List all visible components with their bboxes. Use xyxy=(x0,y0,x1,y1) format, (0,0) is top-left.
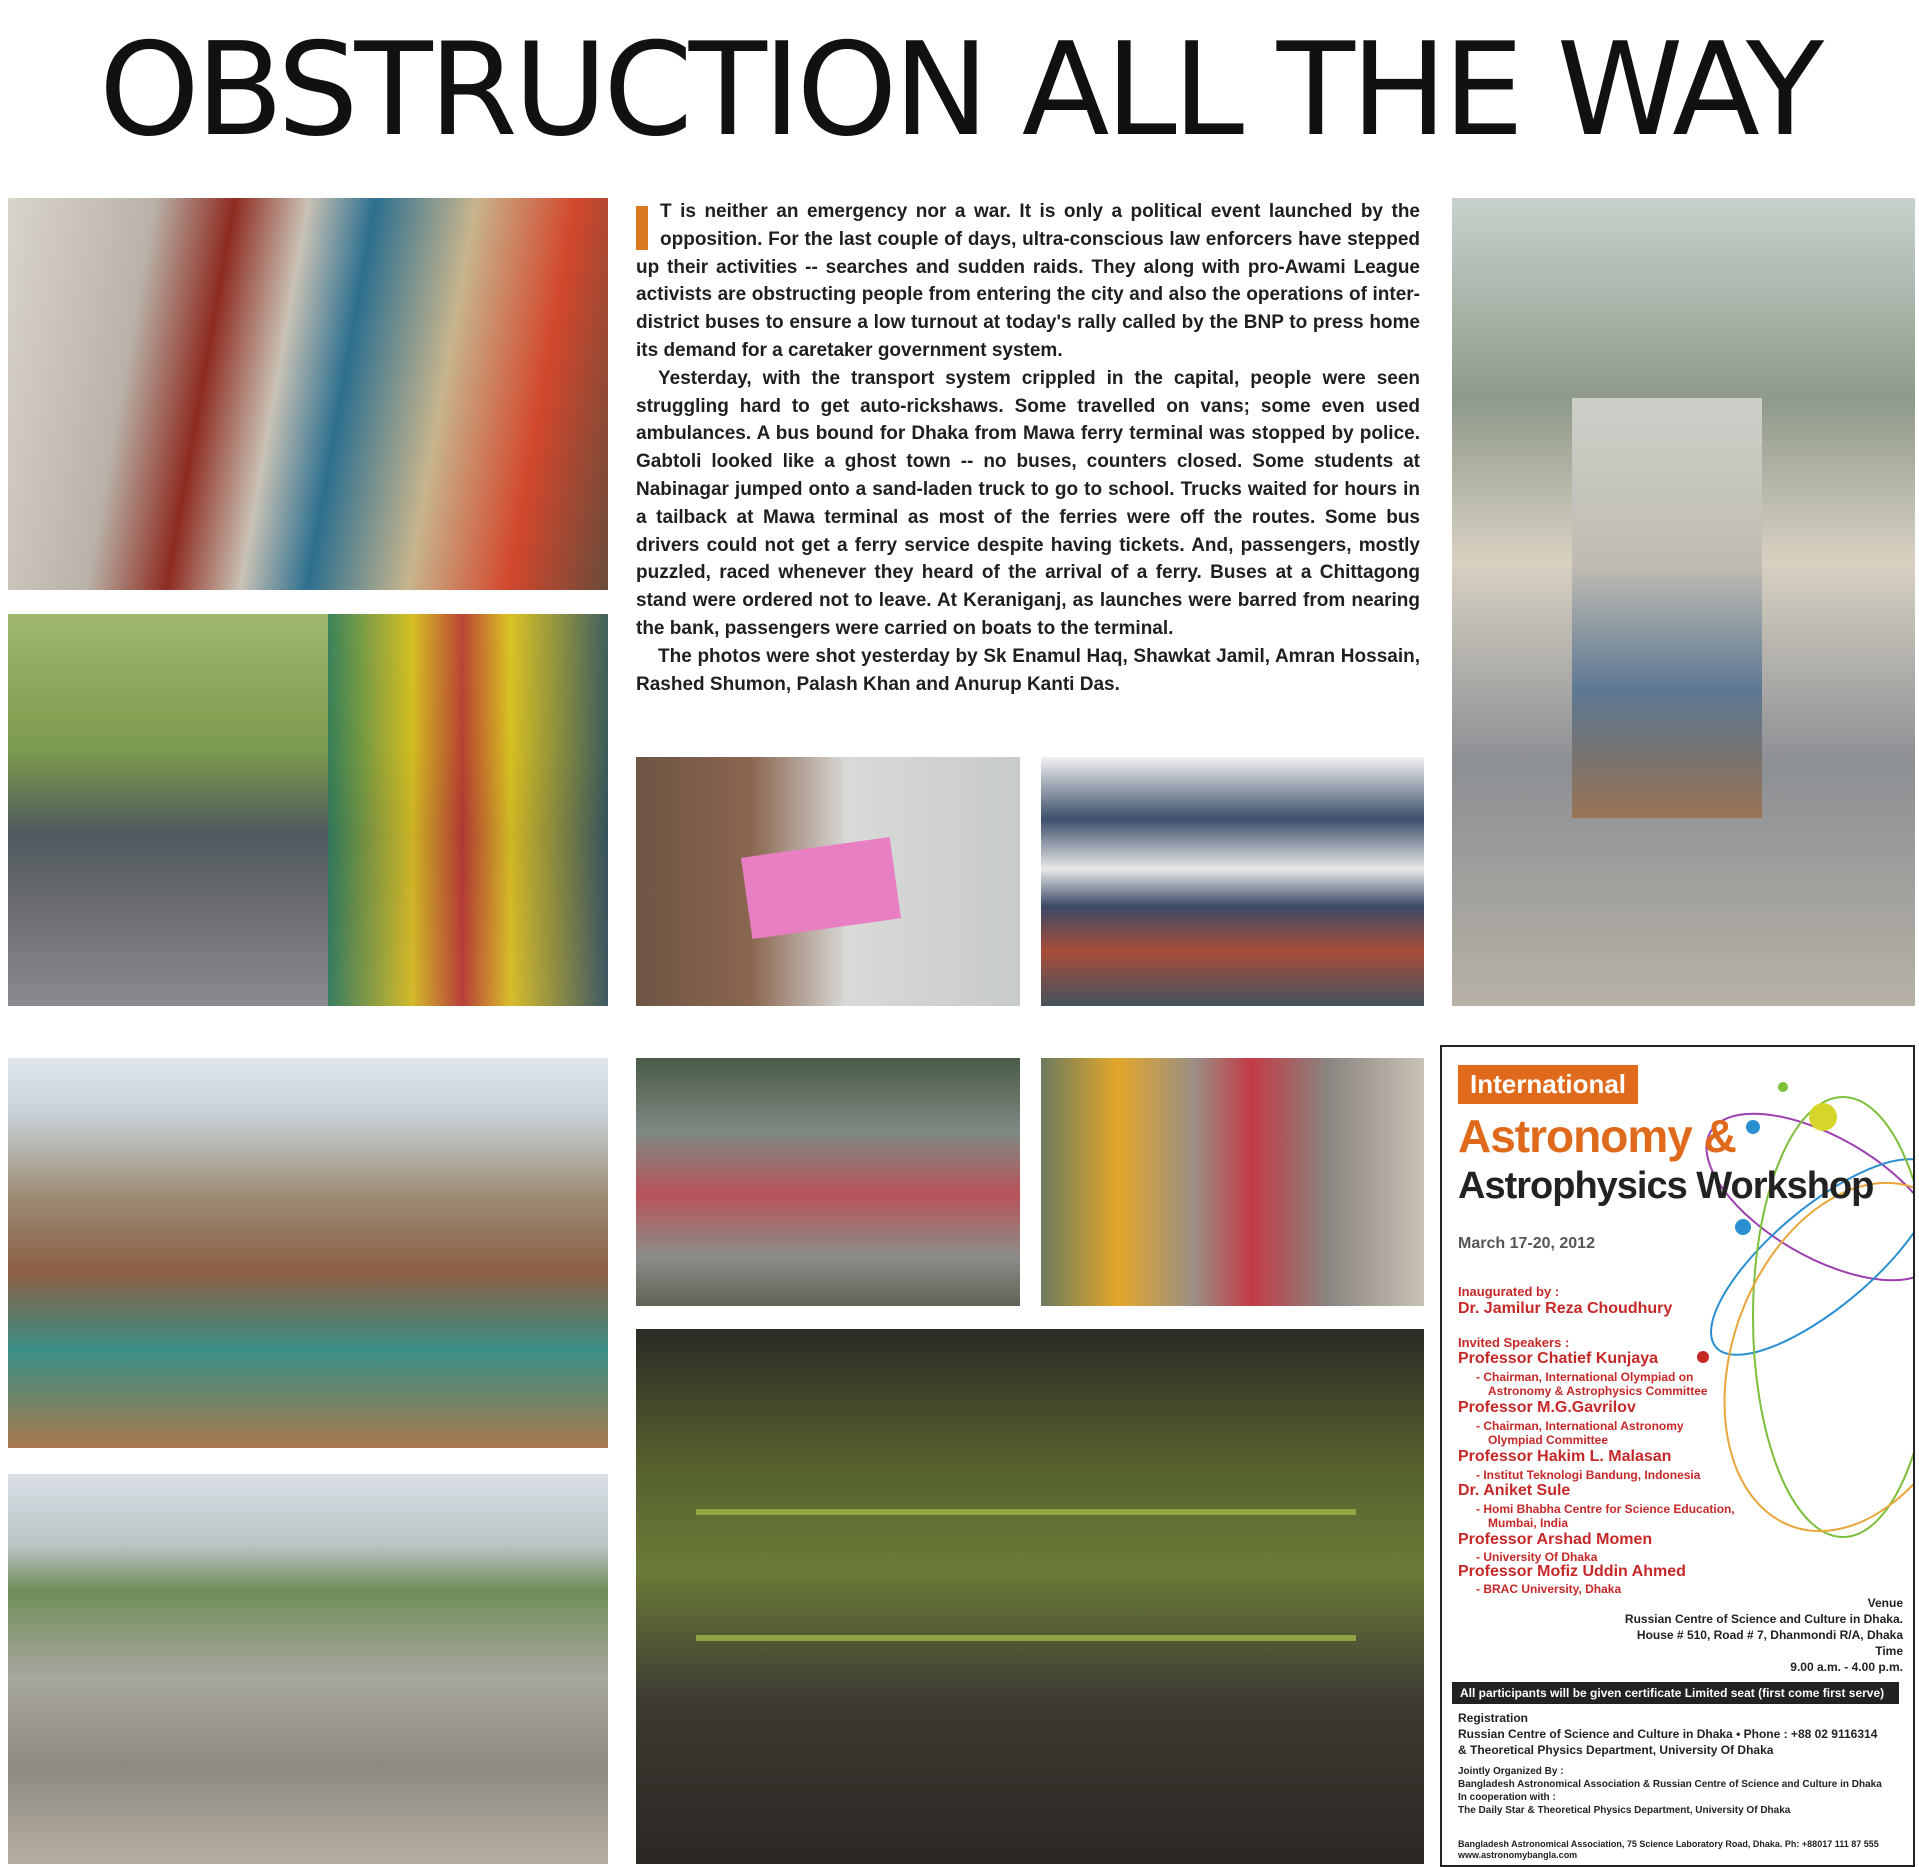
photo-rally-stage-night xyxy=(636,1329,1424,1864)
ad-inaugurated-label: Inaugurated by : xyxy=(1458,1284,1560,1299)
ad-coop-text: The Daily Star & Theoretical Physics Department, University Of Dhaka xyxy=(1458,1805,1791,1816)
photo-passengers-running xyxy=(1041,1058,1424,1306)
speaker-affiliation: - University Of Dhaka xyxy=(1476,1550,1598,1564)
dropcap-bar xyxy=(636,206,648,250)
ad-registration-line: Russian Centre of Science and Culture in Dhaka • Phone : +88 02 9116314 xyxy=(1458,1727,1878,1741)
speaker-name: Professor Chatief Kunjaya xyxy=(1458,1350,1659,1367)
workshop-advertisement xyxy=(1440,1045,1915,1867)
speaker-affiliation: Olympiad Committee xyxy=(1488,1433,1609,1447)
article-paragraph: The photos were shot yesterday by Sk Enamul Haq, Shawkat Jamil, Amran Hossain, Rashed Shumon, Palash Khan and Anurup Kanti Das. xyxy=(636,645,1420,695)
ad-certificate-bar: All participants will be given certificate Limited seat (first come first serve) xyxy=(1452,1682,1899,1704)
ad-inaugurated-name: Dr. Jamilur Reza Choudhury xyxy=(1458,1300,1673,1317)
speaker-name: Professor Mofiz Uddin Ahmed xyxy=(1458,1563,1686,1580)
speaker-affiliation: - Chairman, International Olympiad on xyxy=(1476,1370,1694,1384)
photo-launch-passengers xyxy=(1041,757,1424,1006)
article-body xyxy=(636,198,1420,698)
ad-jointly-text: Bangladesh Astronomical Association & Russian Centre of Science and Culture in Dhaka xyxy=(1458,1779,1882,1790)
speaker-affiliation: - Chairman, International Astronomy xyxy=(1476,1419,1684,1433)
ad-coop-label: In cooperation with : xyxy=(1458,1792,1556,1803)
speaker-affiliation: - BRAC University, Dhaka xyxy=(1476,1582,1622,1596)
ad-title-line2: Astrophysics Workshop xyxy=(1458,1165,1874,1207)
ad-tag: International xyxy=(1458,1065,1638,1104)
article-paragraph: T is neither an emergency nor a war. It is only a political event launched by the opposition. For the last couple of days, ultra-conscious law enforcers have stepped up their activities -- searches and sudden raids. They along with pro-Awami League activists are obstructing people from entering the city and also the operations of inter-district buses to ensure a low turnout at today's rally called by the BNP to press home its demand for a caretaker government system. xyxy=(636,201,1420,361)
photo-ferry-terminal xyxy=(8,1058,608,1448)
article-paragraph: Yesterday, with the transport system crippled in the capital, people were seen struggling hard to get auto-rickshaws. Some travelled on vans; some even used ambulances. A bus bound for Dhaka from Mawa ferry terminal was stopped by police. Gabtoli looked like a ghost town -- no buses, counters closed. Some students at Nabinagar jumped onto a sand-laden truck to go to school. Trucks waited for hours in a tailback at Mawa terminal as most of the ferries were off the routes. Some bus drivers could not get a ferry service despite having tickets. And, passengers, mostly puzzled, raced whenever they heard of the arrival of a ferry. Buses at a Chittagong stand were ordered not to leave. At Keraniganj, as launches were barred from nearing the bank, passengers were carried on boats to the terminal. xyxy=(636,367,1420,639)
ad-footer: Bangladesh Astronomical Association, 75 Science Laboratory Road, Dhaka. Ph: +88017 111 87 555 www.astronomybangla.com xyxy=(1458,1839,1879,1860)
photo-bus-counters xyxy=(8,198,608,590)
ad-registration-label: Registration xyxy=(1458,1711,1529,1725)
speaker-name: Professor Arshad Momen xyxy=(1458,1531,1653,1548)
speaker-affiliation: Astronomy & Astrophysics Committee xyxy=(1488,1384,1708,1398)
speaker-affiliation: Mumbai, India xyxy=(1488,1516,1569,1530)
speaker-name: Professor Hakim L. Malasan xyxy=(1458,1448,1672,1465)
headline: OBSTRUCTION ALL THE WAY xyxy=(98,16,1821,165)
photo-students-on-truck xyxy=(1452,198,1915,1006)
speaker-name: Dr. Aniket Sule xyxy=(1458,1482,1571,1499)
photo-truck-tailback xyxy=(8,614,608,1006)
speaker-affiliation: - Institut Teknologi Bandung, Indonesia xyxy=(1476,1468,1701,1482)
ad-speakers-label: Invited Speakers : xyxy=(1458,1335,1570,1350)
speaker-affiliation: - Homi Bhabha Centre for Science Education, xyxy=(1476,1502,1735,1516)
speaker-name: Professor M.G.Gavrilov xyxy=(1458,1399,1636,1416)
photo-man-with-ticket xyxy=(636,757,1020,1006)
photo-aerial-bus-terminal xyxy=(8,1474,608,1864)
ad-jointly-label: Jointly Organized By : xyxy=(1458,1766,1564,1777)
ad-title-line1: Astronomy & xyxy=(1458,1110,1736,1162)
ad-venue: Venue Russian Centre of Science and Culture in Dhaka. House # 510, Road # 7, Dhanmondi R/A, Dhaka Time 9.00 a.m. - 4.00 p.m. xyxy=(1624,1596,1903,1674)
photo-parked-buses xyxy=(636,1058,1020,1306)
ad-registration-line: & Theoretical Physics Department, University Of Dhaka xyxy=(1458,1743,1774,1757)
ad-dates: March 17-20, 2012 xyxy=(1458,1235,1595,1252)
